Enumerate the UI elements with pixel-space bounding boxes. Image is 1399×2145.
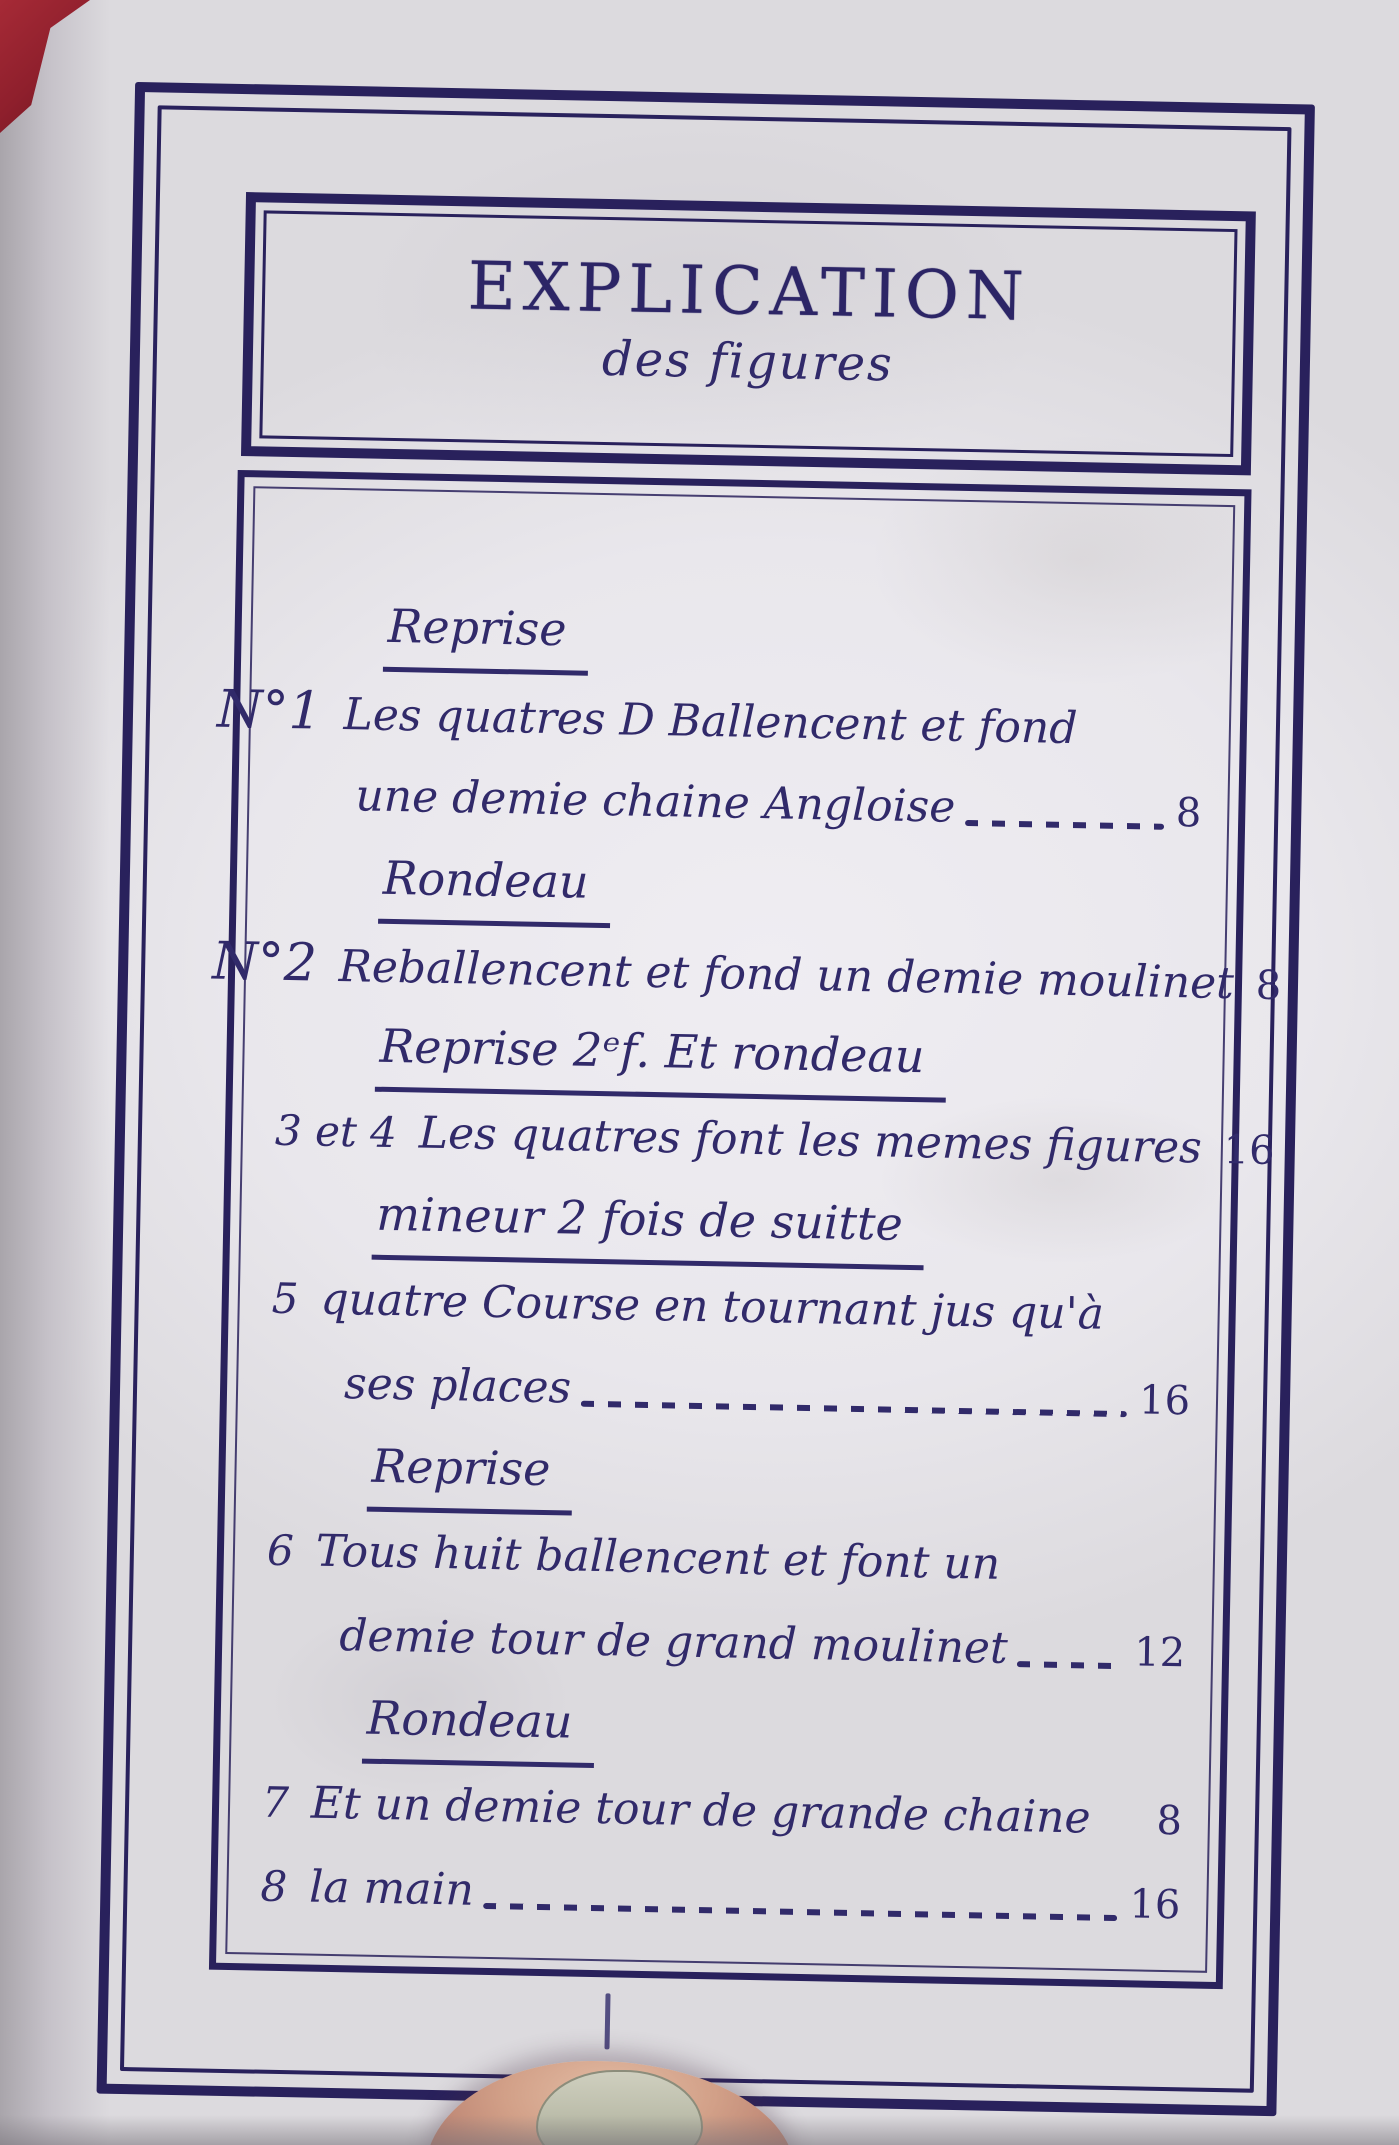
ink-mark [604,1993,610,2049]
entry-text: une demie chaine Angloise [355,770,956,833]
content-box-inner [211,486,1282,1973]
entry-text: Les quatres D Ballencent et fond [343,689,1078,755]
page-number: 16 [1223,1127,1276,1174]
entry-line [211,920,1282,1023]
page-number: 12 [1133,1629,1186,1677]
entry-number: 3 et 4 [274,1105,398,1158]
entry-text: Reballencent et fond un demie moulinet [338,940,1235,1010]
heading-text: Rondeau [378,839,611,928]
entry-number: 6 [266,1525,295,1576]
entry-text: Et un demie tour de grande chaine [310,1777,1092,1844]
heading-text: Reprise [383,587,589,676]
page-title: EXPLICATION [467,247,1032,336]
figure-list [194,488,1282,1947]
page-number: 8 [1175,790,1202,837]
entry-text: demie tour de grand moulinet [338,1610,1009,1674]
title-box [241,192,1256,475]
entry-text: ses places [343,1358,572,1414]
entry-number: 5 [271,1273,300,1324]
entry-text: la main [308,1861,475,1916]
heading-text: Reprise 2ᵉf. Et rondeau [375,1007,947,1103]
dotted-leader [965,820,1164,830]
dotted-leader [1100,1831,1144,1838]
heading-text: Reprise [367,1427,573,1516]
content-box [209,470,1282,1989]
photo-bottom-shadow [0,2115,1399,2145]
dotted-leader [1017,1661,1122,1669]
heading-text: mineur 2 fois de suitte [372,1175,926,1271]
entry-number: 7 [261,1777,290,1828]
dotted-leader [1087,738,1191,746]
page-number: 8 [1156,1797,1183,1845]
entry-text: quatre Course en tournant jus qu'à [320,1273,1105,1340]
dotted-leader [1010,1577,1175,1586]
page-number: 16 [1129,1881,1181,1929]
dotted-leader [484,1903,1118,1921]
entry-text: Les quatres font les memes figures [418,1107,1203,1174]
title-box-inner [259,210,1237,457]
page-number: 8 [1255,962,1282,1010]
page-subtitle: des figures [601,330,895,393]
entry-text: Tous huit ballencent et font un [315,1525,1001,1590]
dotted-leader [1114,1327,1180,1334]
entry-number: N°1 [216,679,323,742]
page-number: 16 [1138,1377,1191,1425]
entry-number: N°2 [211,931,318,994]
heading-text: Rondeau [362,1679,595,1768]
entry-number: 8 [260,1861,288,1912]
dotted-leader [581,1401,1127,1417]
